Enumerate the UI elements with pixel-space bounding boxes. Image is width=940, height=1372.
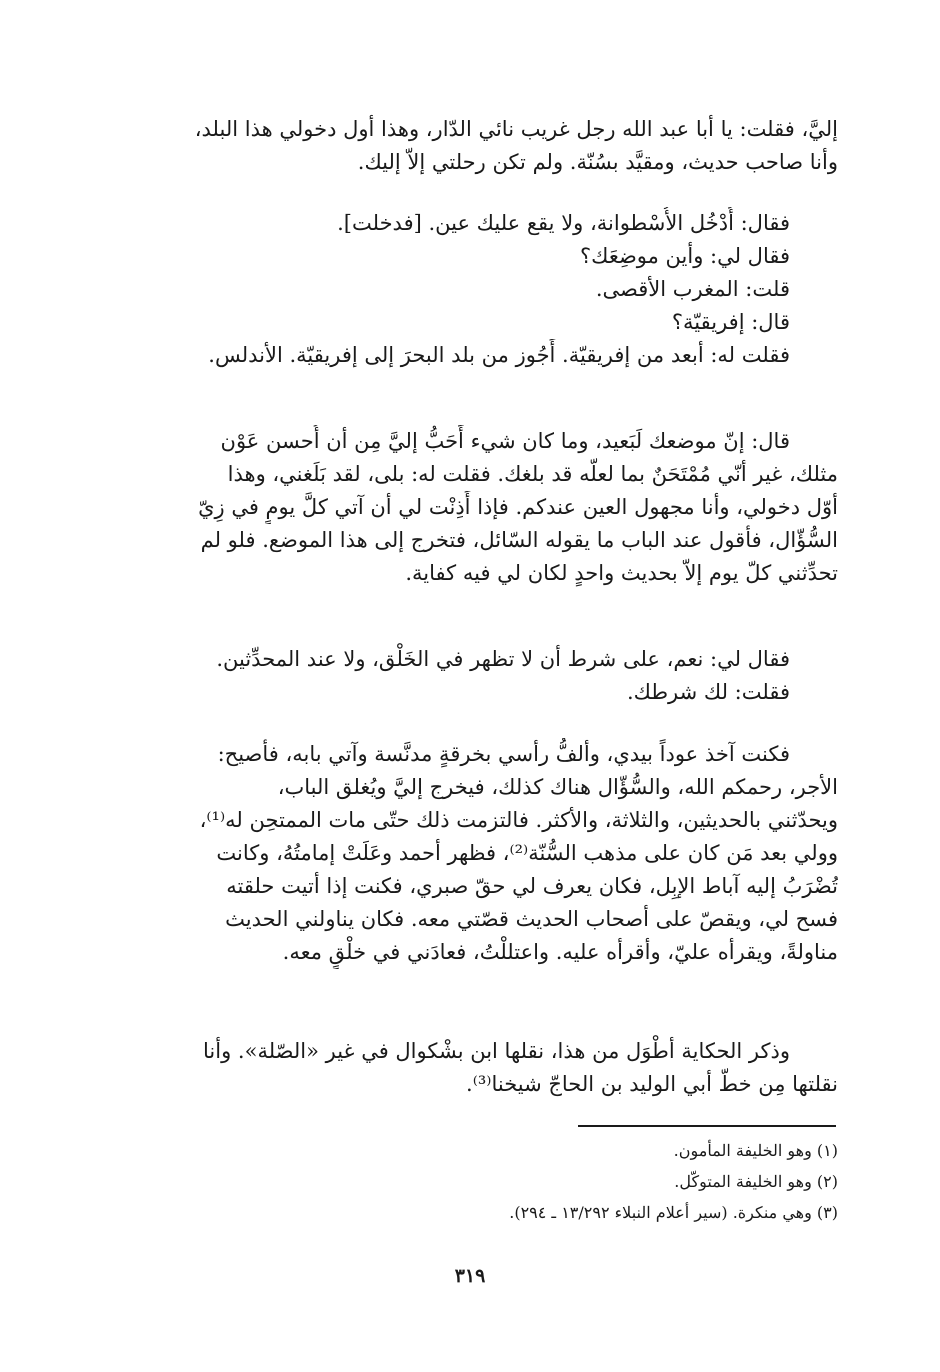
text-line: وذكر الحكاية أطْوَل من هذا، نقلها ابن بشْكوال في غير «الصّلة». وأنا bbox=[203, 1039, 790, 1063]
text-line: فقلت: لك شرطك. bbox=[626, 680, 790, 704]
dialogue-block-2 bbox=[118, 643, 838, 709]
text-line: تحدِّثني كلّ يوم إلاّ بحديث واحدٍ لكان لي فيه كفاية. bbox=[405, 561, 838, 585]
text-line: نقلتها مِن خطّ أبي الوليد بن الحاجّ شيخنا⁽³⁾. bbox=[466, 1072, 838, 1096]
text-line: أوّل دخولي، وأنا مجهول العين عندكم. فإذا أَذِنْت لي أن آتي كلَّ يومٍ في زِيّ bbox=[198, 495, 838, 519]
text-line: وولي بعد مَن كان على مذهب السُّنّة⁽²⁾، فظهر أحمد وعَلَتْ إمامتُهُ، وكانت bbox=[216, 841, 838, 865]
text-line: قلت: المغرب الأقصى. bbox=[595, 277, 790, 301]
text-line: فقال لي: وأين موضِعَك؟ bbox=[579, 244, 790, 268]
paragraph-1 bbox=[118, 113, 838, 179]
text-line: مثلك، غير أنّي مُمْتَحَنٌ بما لعلّه قد بلغك. فقلت له: بلى، لقد بَلَغني، وهذا bbox=[227, 462, 838, 486]
text-line: فقال لي: نعم، على شرط أن لا تظهر في الخَلْق، ولا عند المحدِّثين. bbox=[216, 647, 790, 671]
text-line: ويحدّثني بالحديثين، والثلاثة، والأكثر. فالتزمت ذلك حتّى مات الممتحِن له⁽¹⁾، bbox=[199, 808, 838, 832]
text-line: فكنت آخذ عوداً بيدي، وألفُّ رأسي بخرقةٍ مدنَّسة وآتي بابه، فأصيح: bbox=[217, 742, 790, 766]
footnote-1: (١) وهو الخليفة المأمون. bbox=[673, 1141, 838, 1160]
paragraph-3 bbox=[118, 738, 838, 969]
text-line: فقلت له: أبعد من إفريقيّة. أَجُوز من بلد البحرَ إلى إفريقيّة. الأندلس. bbox=[208, 343, 790, 367]
text-line: قال: إفريقيّة؟ bbox=[671, 310, 790, 334]
text-line: فسح لي، ويقصّ على أصحاب الحديث قصّتي معه. فكان يناولني الحديث bbox=[225, 907, 838, 931]
footnotes bbox=[118, 1135, 838, 1228]
dialogue-block-1 bbox=[118, 207, 838, 372]
footnote-3: (٣) وهي منكرة. (سير أعلام النبلاء ١٣/٢٩٢ ـ ٢٩٤). bbox=[509, 1203, 838, 1222]
text-line: إليَّ، فقلت: يا أبا عبد الله رجل غريب نائي الدّار، وهذا أول دخولي هذا البلد، bbox=[194, 117, 838, 141]
text-line: الأجر، رحمكم الله، والسُّؤّال هناك كذلك، فيخرج إليَّ ويُغلق الباب، bbox=[277, 775, 838, 799]
text-line: فقال: أُدْخُل الأُسْطوانة، ولا يقع عليك عين. [فدخلت]. bbox=[337, 211, 790, 235]
page-number: ٣١٩ bbox=[454, 1265, 486, 1287]
paragraph-4 bbox=[118, 1035, 838, 1101]
paragraph-2 bbox=[118, 425, 838, 590]
footnote-divider bbox=[578, 1125, 836, 1127]
text-line: السُّؤّال، فأقول عند الباب ما يقوله السّائل، فتخرج إلى هذا الموضع. فلو لم bbox=[200, 528, 838, 552]
text-line: مناولةً، ويقرأه عليّ، وأقرأه عليه. واعتللْتُ، فعادَني في خلْقٍ معه. bbox=[282, 940, 838, 964]
footnote-2: (٢) وهو الخليفة المتوكّل. bbox=[674, 1172, 838, 1191]
text-line: وأنا صاحب حديث، ومقيَّد بسُنّة. ولم تكن رحلتي إلاّ إليك. bbox=[357, 150, 838, 174]
text-line: قال: إنّ موضعك لَبَعيد، وما كان شيء أَحَبُّ إليَّ مِن أن أُحسن عَوْن bbox=[220, 429, 790, 453]
text-line: تُضْرَبُ إليه آباط الإبِل، فكان يعرف لي حقّ صبري، فكنت إذا أتيت حلقته bbox=[226, 874, 838, 898]
